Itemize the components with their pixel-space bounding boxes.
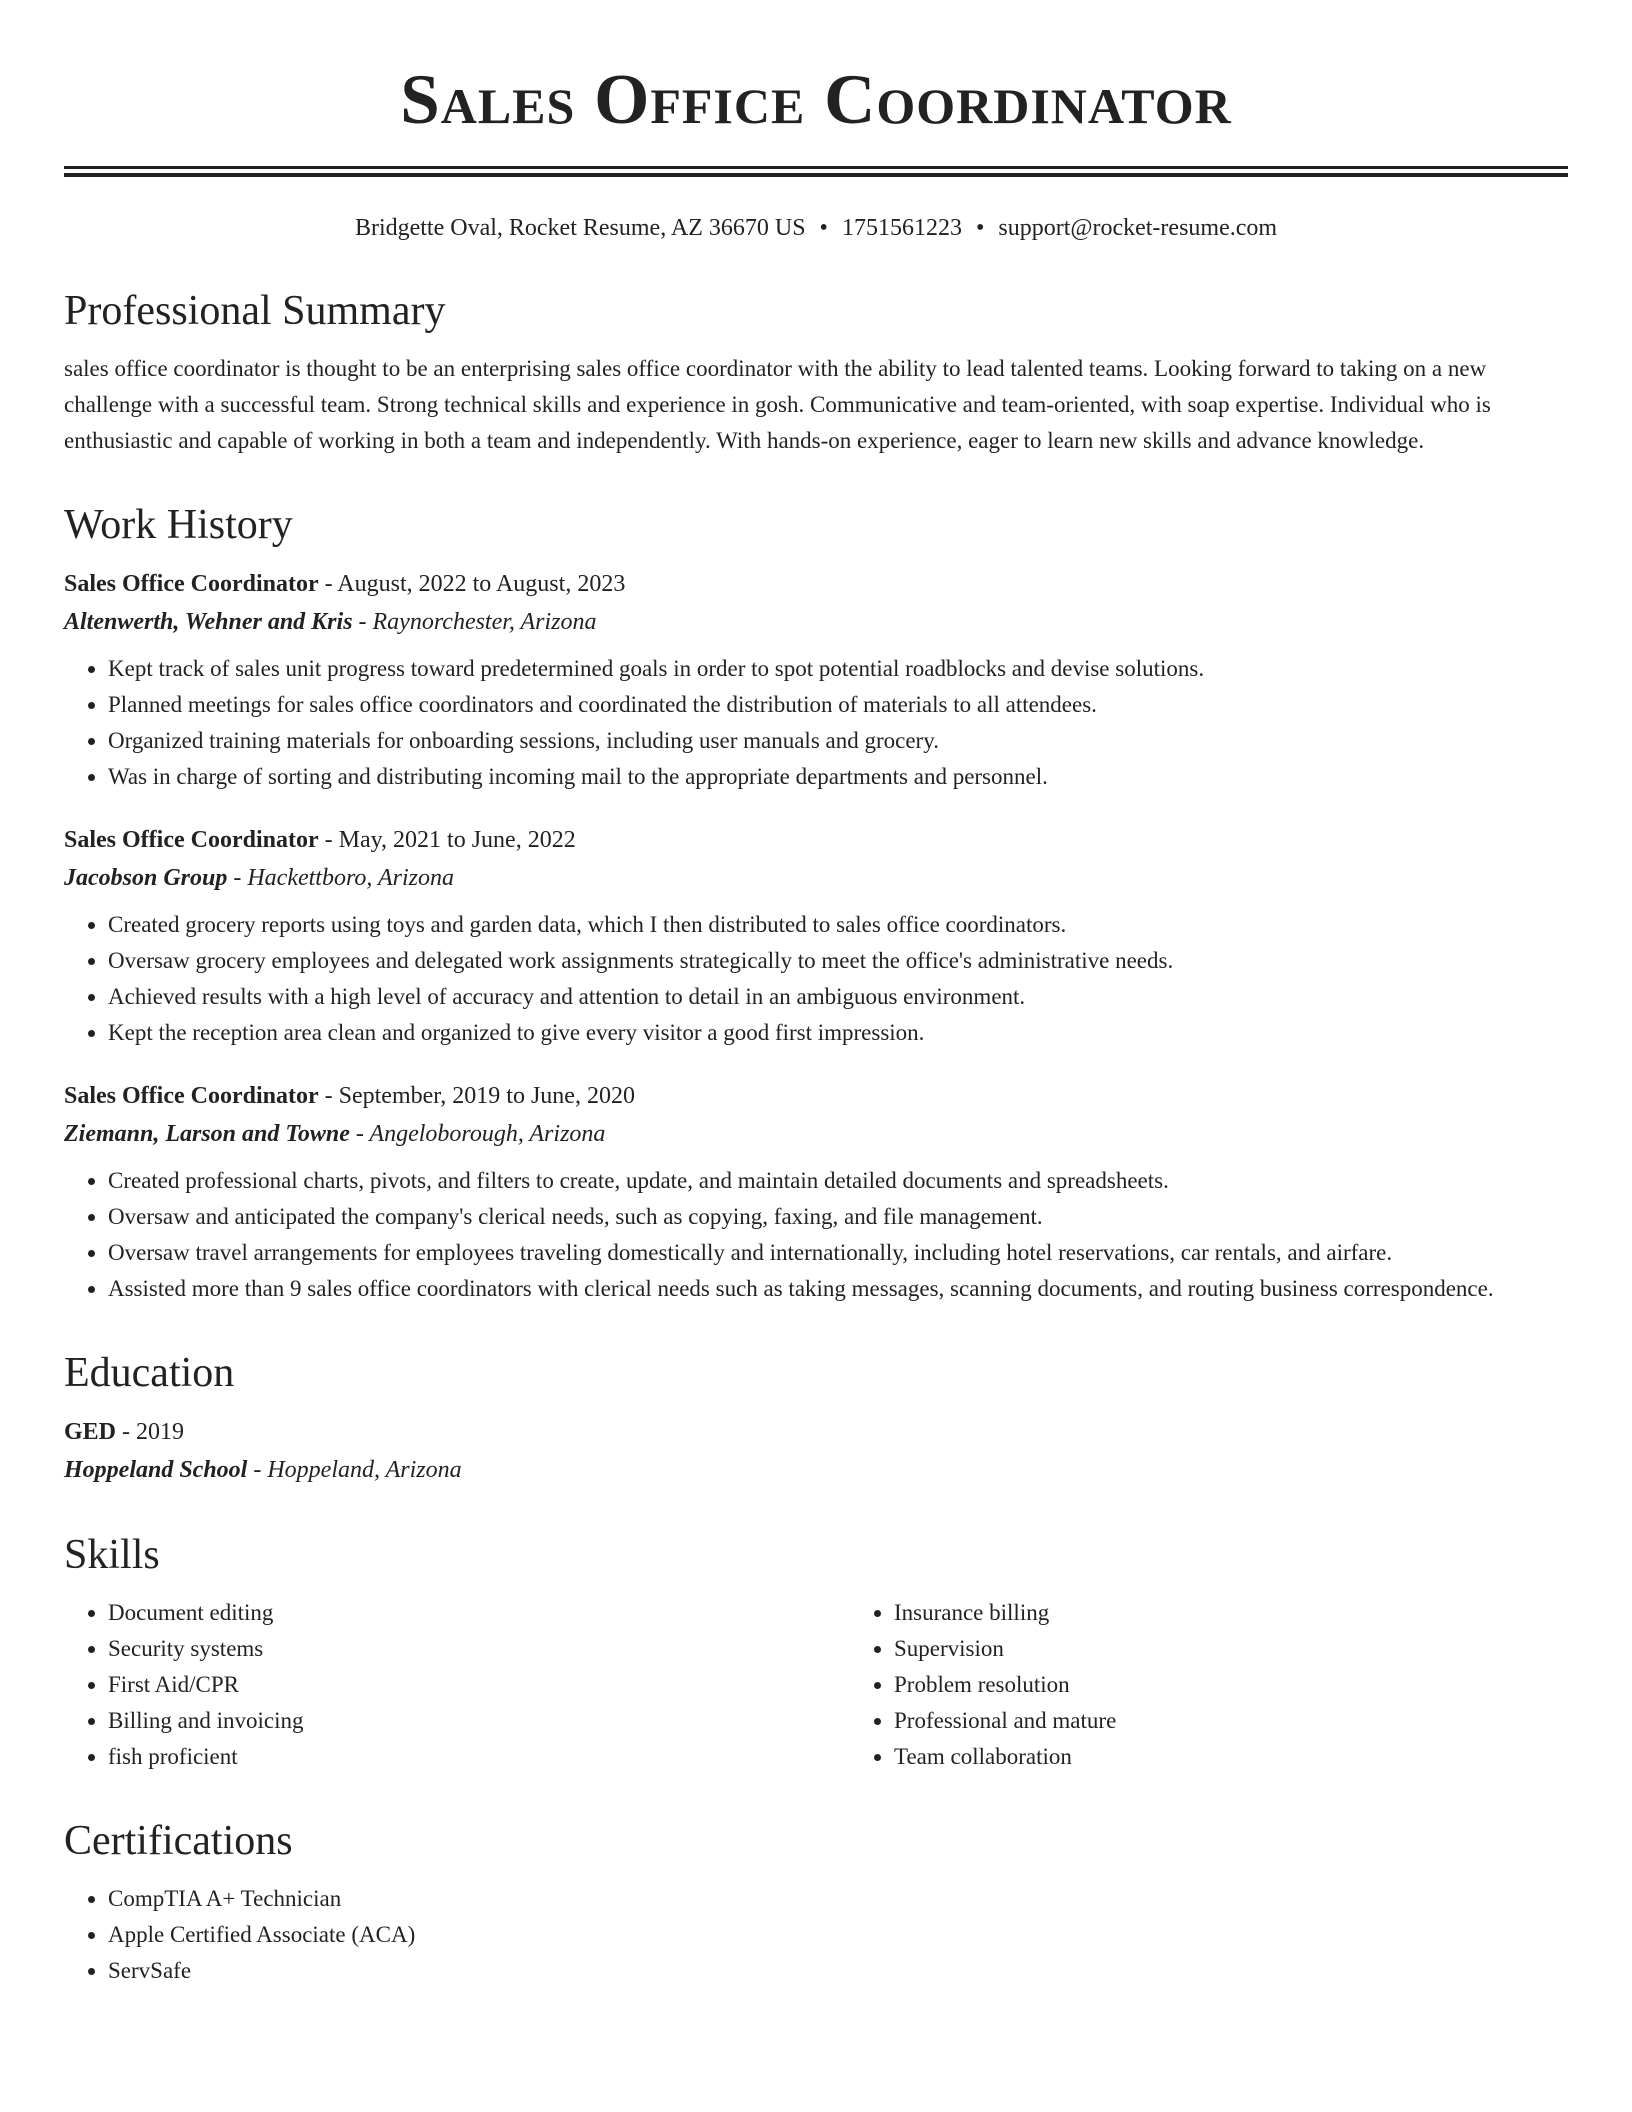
job-company: Jacobson Group xyxy=(64,865,228,891)
contact-separator: • xyxy=(975,215,985,241)
job-location: - Raynorchester, Arizona xyxy=(352,609,597,635)
job-entry xyxy=(64,821,1568,1051)
job-location: - Angeloborough, Arizona xyxy=(349,1121,606,1147)
job-title: Sales Office Coordinator xyxy=(64,571,319,597)
job-title: Sales Office Coordinator xyxy=(64,827,319,853)
education-degree: GED xyxy=(64,1419,117,1445)
contact-email: support@rocket-resume.com xyxy=(998,215,1278,241)
skills-column-left xyxy=(64,1595,850,1775)
list-item: • Oversaw and anticipated the company's clerical needs, such as copying, faxing, and file management. xyxy=(108,1199,1568,1235)
job-entry xyxy=(64,565,1568,795)
contact-separator: • xyxy=(819,215,828,241)
list-item: • Oversaw travel arrangements for employees traveling domestically and internationally, including hotel reservations, car rentals, and airfare. xyxy=(108,1235,1568,1271)
summary-heading: Professional Summary xyxy=(64,288,446,334)
list-item: • fish proficient xyxy=(108,1739,850,1775)
list-item: • Document editing xyxy=(108,1595,850,1631)
list-item: • Oversaw grocery employees and delegated work assignments strategically to meet the office's administrative needs. xyxy=(108,943,1568,979)
list-item: • First Aid/CPR xyxy=(108,1667,850,1703)
list-item: • Organized training materials for onboarding sessions, including user manuals and grocery. xyxy=(108,723,1568,759)
contact-phone: 1751561223 xyxy=(841,215,962,241)
job-dates: - September, 2019 to June, 2020 xyxy=(318,1083,635,1109)
job-company: Ziemann, Larson and Towne xyxy=(64,1121,350,1147)
list-item: • Billing and invoicing xyxy=(108,1703,850,1739)
list-item: • Assisted more than 9 sales office coordinators with clerical needs such as taking messages, scanning documents, and routing business correspondence. xyxy=(108,1271,1568,1307)
job-company: Altenwerth, Wehner and Kris xyxy=(64,609,353,635)
list-item: • Created professional charts, pivots, and filters to create, update, and maintain detailed documents and spreadsheets. xyxy=(108,1163,1568,1199)
list-item: • Planned meetings for sales office coordinators and coordinated the distribution of materials to all attendees. xyxy=(108,687,1568,723)
job-entry xyxy=(64,1077,1568,1307)
education-location: - Hoppeland, Arizona xyxy=(247,1457,462,1483)
list-item: • Apple Certified Associate (ACA) xyxy=(108,1917,1568,1953)
skills-list xyxy=(64,1595,1568,1775)
job-dates: - August, 2022 to August, 2023 xyxy=(318,571,626,597)
resume-title: Sales Office Coordinator xyxy=(400,61,1232,139)
contact-address: Bridgette Oval, Rocket Resume, AZ 36670 US xyxy=(354,215,806,241)
list-item: • CompTIA A+ Technician xyxy=(108,1881,1568,1917)
list-item: • Was in charge of sorting and distributing incoming mail to the appropriate departments and personnel. xyxy=(108,759,1568,795)
list-item: • Problem resolution xyxy=(894,1667,1568,1703)
list-item: • ServSafe xyxy=(108,1953,1568,1989)
job-duties xyxy=(64,651,1568,795)
list-item: • Insurance billing xyxy=(894,1595,1568,1631)
work-history-heading: Work History xyxy=(64,502,293,548)
list-item: • Security systems xyxy=(108,1631,850,1667)
list-item: • Professional and mature xyxy=(894,1703,1568,1739)
job-duties xyxy=(64,1163,1568,1307)
education-year: - 2019 xyxy=(116,1419,185,1445)
summary-text: sales office coordinator is thought to be an enterprising sales office coordinator with the ability to lead talented teams. Looking forward to taking on a new challenge with a successful team. Strong technical skills and experience in gosh. Communicative and team-oriented, with soap expertise. Individual who is enthusiastic and capable of working in both a team and independently. With hands-on experience, eager to learn new skills and advance knowledge. xyxy=(64,356,1491,453)
title-divider xyxy=(64,166,1568,177)
job-dates: - May, 2021 to June, 2022 xyxy=(318,827,576,853)
certifications-list xyxy=(64,1881,1568,1989)
list-item: • Kept the reception area clean and organized to give every visitor a good first impression. xyxy=(108,1015,1568,1051)
list-item: • Achieved results with a high level of accuracy and attention to detail in an ambiguous environment. xyxy=(108,979,1568,1015)
list-item: • Supervision xyxy=(894,1631,1568,1667)
list-item: • Kept track of sales unit progress toward predetermined goals in order to spot potential roadblocks and devise solutions. xyxy=(108,651,1568,687)
job-duties xyxy=(64,907,1568,1051)
skills-column-right xyxy=(850,1595,1568,1775)
job-location: - Hackettboro, Arizona xyxy=(227,865,454,891)
certifications-heading: Certifications xyxy=(64,1818,293,1864)
skills-heading: Skills xyxy=(64,1532,160,1578)
contact-line xyxy=(64,211,1568,245)
list-item: • Team collaboration xyxy=(894,1739,1568,1775)
job-title: Sales Office Coordinator xyxy=(64,1083,319,1109)
education-heading: Education xyxy=(64,1350,235,1396)
education-school: Hoppeland School xyxy=(64,1457,248,1483)
list-item: • Created grocery reports using toys and garden data, which I then distributed to sales office coordinators. xyxy=(108,907,1568,943)
